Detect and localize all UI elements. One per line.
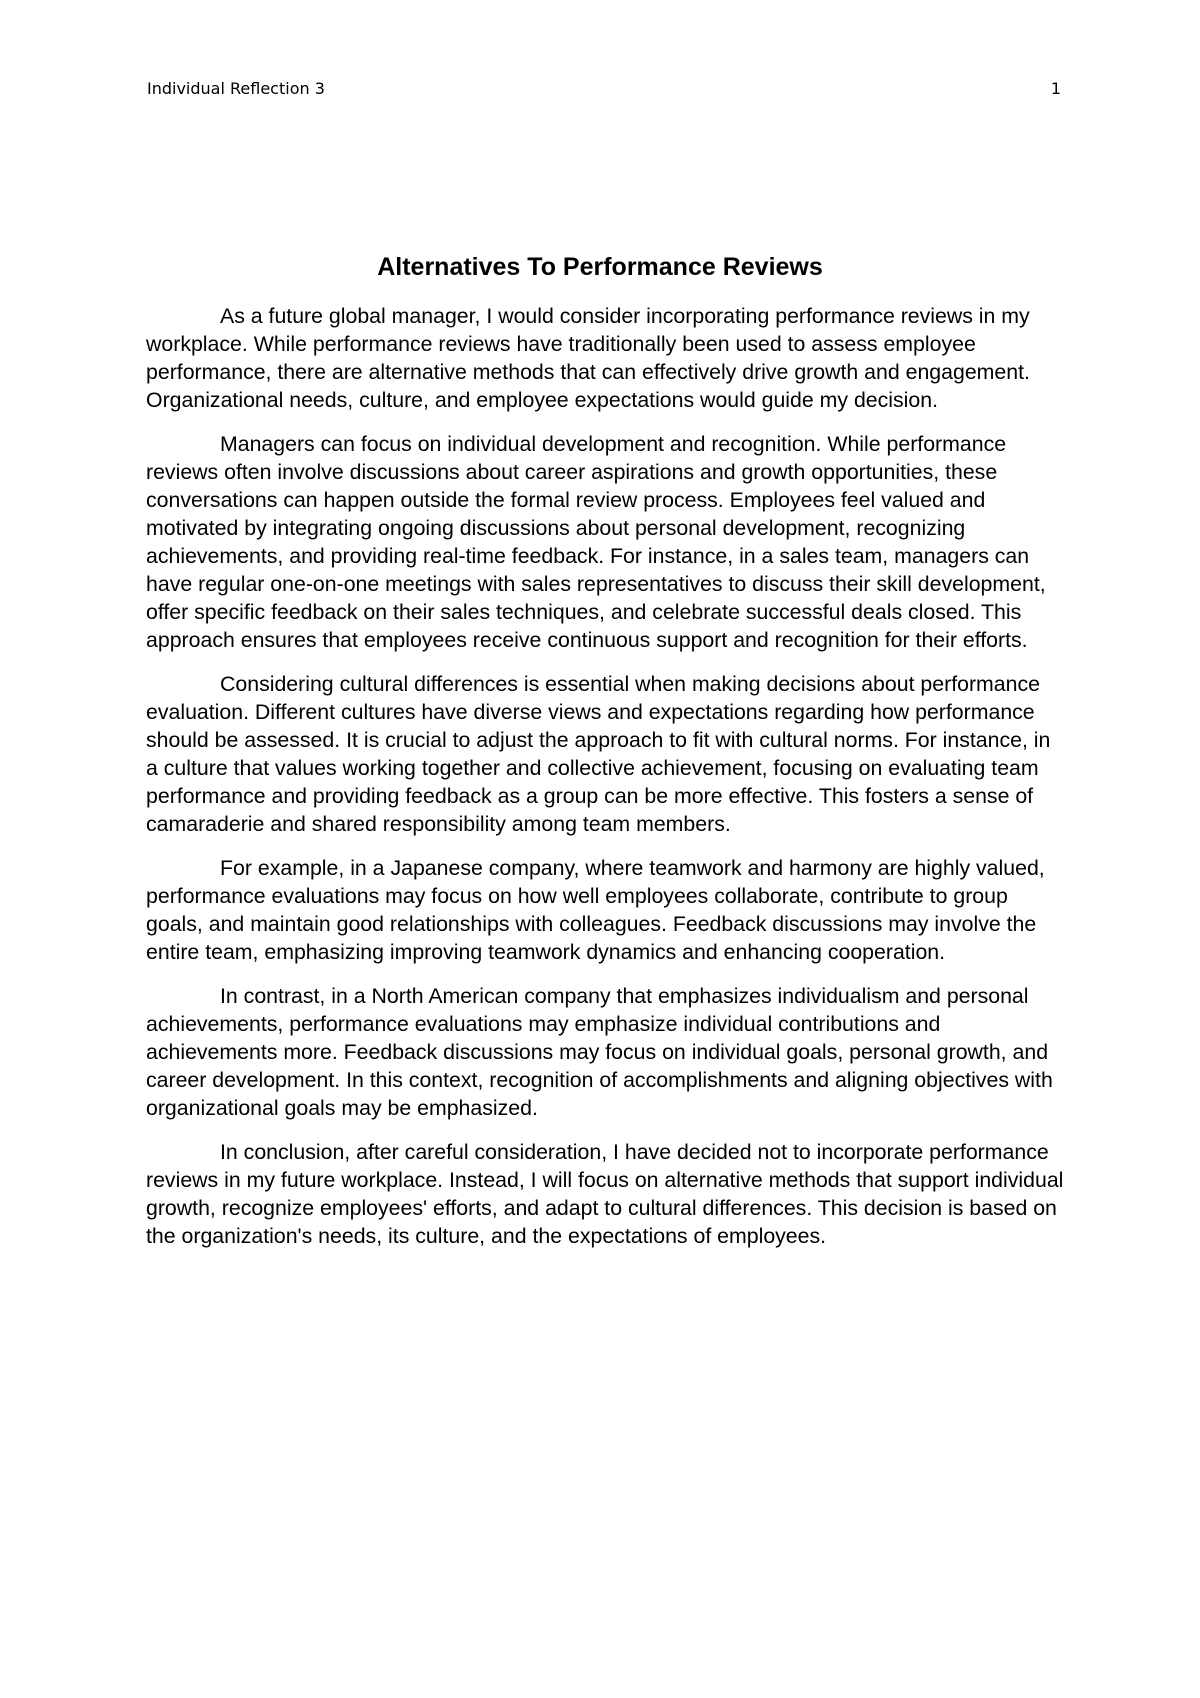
paragraph: For example, in a Japanese company, where teamwork and harmony are highly valued, performance evaluations may focus on how well employees collaborate, contribute to group goals, and maintain good relationships with colleagues. Feedback discussions may involve the entire team, emphasizing improving teamwork dynamics and enhancing cooperation. (146, 856, 1045, 964)
paragraph: As a future global manager, I would consider incorporating performance reviews in my workplace. While performance reviews have traditionally been used to assess employee performance, there are alternative methods that can effectively drive growth and engagement. Organizational needs, culture, and employee expectations would guide my decision. (146, 304, 1030, 412)
paragraph: In contrast, in a North American company that emphasizes individualism and personal achievements, performance evaluations may emphasize individual contributions and achievements more. Feedback discussions may focus on individual goals, personal growth, and career development. In this context, recognition of accomplishments and aligning objectives with organizational goals may be emphasized. (146, 984, 1053, 1120)
document-body (146, 302, 1066, 1266)
document-title: Alternatives To Performance Reviews (377, 253, 823, 281)
paragraph: Considering cultural differences is essential when making decisions about performance evaluation. Different cultures have diverse views and expectations regarding how performance should be assessed. It is crucial to adjust the approach to fit with cultural norms. For instance, in a culture that values working together and collective achievement, focusing on evaluating team performance and providing feedback as a group can be more effective. This fosters a sense of camaraderie and shared responsibility among team members. (146, 672, 1051, 836)
page-number: 1 (1050, 78, 1061, 98)
page-header (147, 76, 1061, 100)
paragraph: Managers can focus on individual development and recognition. While performance reviews often involve discussions about career aspirations and growth opportunities, these conversations can happen outside the formal review process. Employees feel valued and motivated by integrating ongoing discussions about personal development, recognizing achievements, and providing real-time feedback. For instance, in a sales team, managers can have regular one-on-one meetings with sales representatives to discuss their skill development, offer specific feedback on their sales techniques, and celebrate successful deals closed. This approach ensures that employees receive continuous support and recognition for their efforts. (146, 432, 1046, 652)
paragraph: In conclusion, after careful consideration, I have decided not to incorporate performance reviews in my future workplace. Instead, I will focus on alternative methods that support individual growth, recognize employees' efforts, and adapt to cultural differences. This decision is based on the organization's needs, its culture, and the expectations of employees. (146, 1140, 1064, 1248)
running-title: Individual Reflection 3 (147, 78, 325, 98)
